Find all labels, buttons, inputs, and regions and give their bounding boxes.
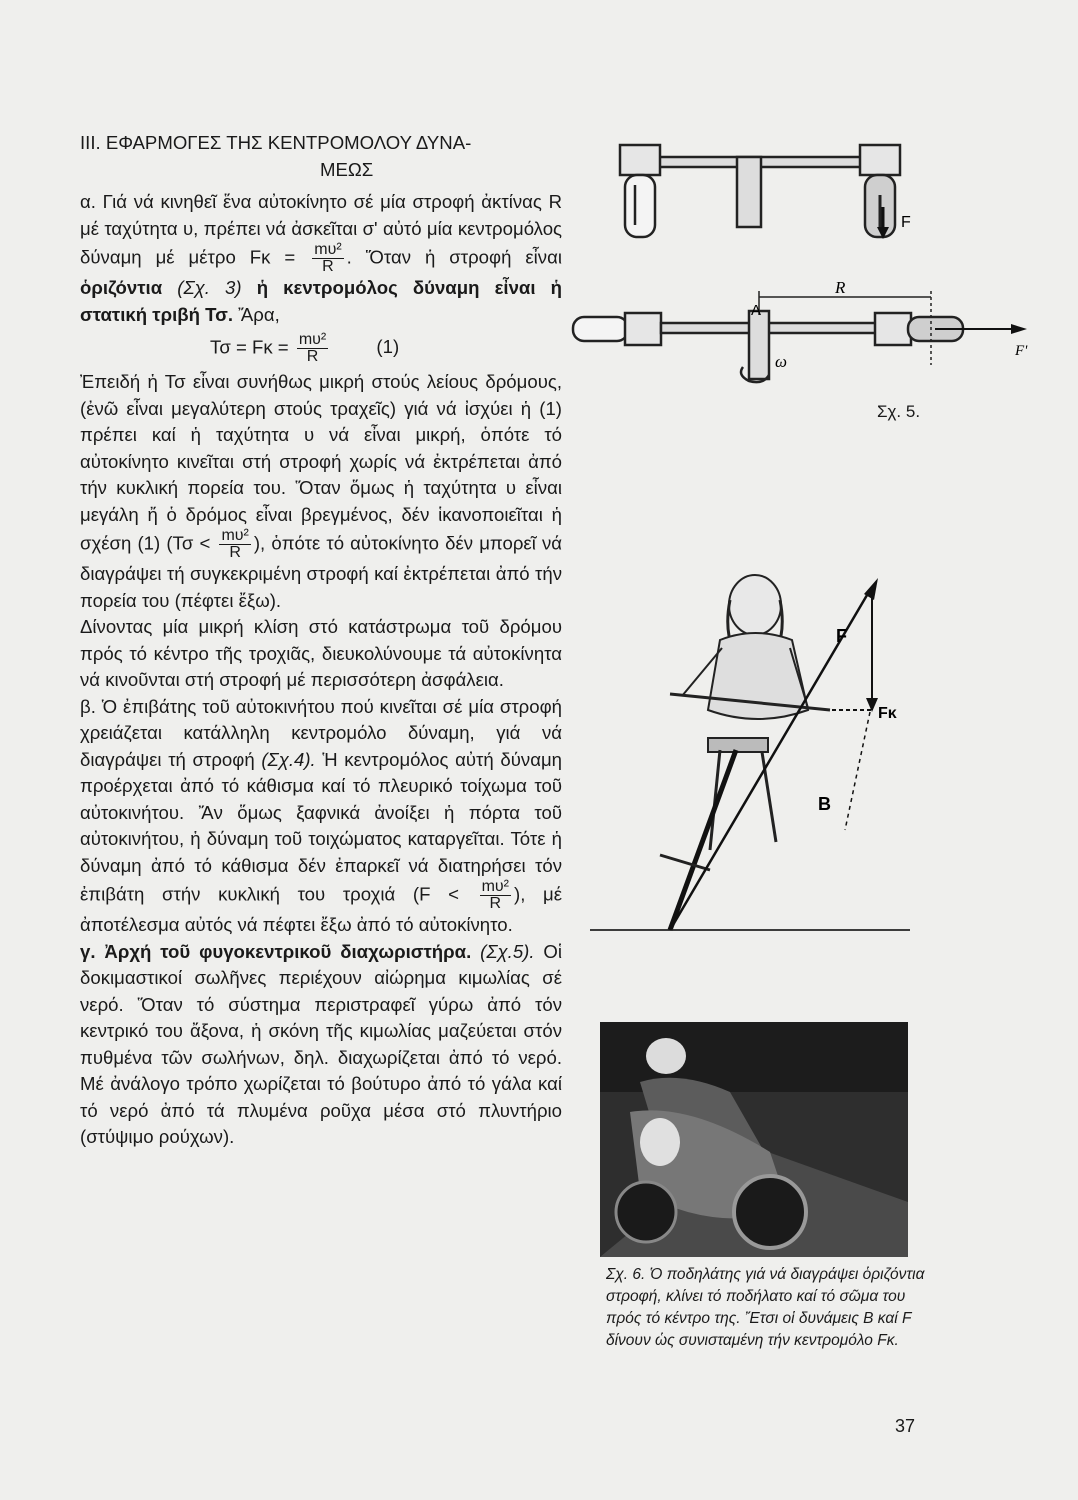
section-heading (80, 130, 562, 183)
paragraph-c: γ. Ἀρχή τοῦ φυγοκεντρικοῦ διαχωριστήρα. (Σχ.5). Οἱ δοκιμαστικοί σωλῆνες περιέχουν αἰώρημα κιμωλίας σέ νερό. Ὅταν τό σύστημα περιστραφεῖ γύρω ἀπό τόν κεντρικό του ἄξονα, ἡ σκόνη τῆς κιμωλίας μαζεύεται στόν πυθμένα τῶν σωλήνων, δηλ. διαχωρίζεται ἀπό τό νερό. Μέ ἀνάλογο τρόπο χωρίζεται τό βούτυρο ἀπό τό γάλα καί τό νερό ἀπό τά πλυμένα ροῦχα μέσα στό πλυντήριο (στύψιμο ρούχων). (80, 940, 563, 1147)
text-segment: α. Γιά νά κινηθεῖ ἕνα αὐτοκίνητο σέ μία στροφή ἀκτίνας R μέ ταχύτητα υ, πρέπει νά ἀσκεῖται σ' αὐτό μία κεντρομόλος δύναμη μέ μέτρο Fκ = (80, 191, 562, 268)
bold-term: ὁριζόντια (80, 277, 163, 298)
figure-ref: (Σχ.5). (480, 940, 535, 962)
label-A: A (751, 302, 762, 319)
motorcycle-photo (600, 1022, 908, 1257)
label-F: F (836, 626, 847, 646)
heading-line-2: ΜΕΩΣ (320, 158, 374, 180)
bold-statement: ἡ κεντρομόλος δύναμη εἶναι ἡ στατική τριβή Τσ. (80, 277, 562, 325)
paragraph-2: Ἐπειδή ἡ Τσ εἶναι συνήθως μικρή στούς λείους δρόμους, (ἐνῶ εἶναι μεγαλύτερη στούς τραχεῖς) γιά νά ἰσχύει ἡ (1) πρέπει καί ἡ ταχύτητα υ νά εἶναι μικρή, ὁπότε τό αὐτοκίνητο κινεῖται στή στροφή χωρίς νά ἐκτρέπεται ἀπό τήν κυκλική πορεία του. Ὅταν ὅμως ἡ ταχύτητα υ εἶναι μεγάλη ἤ ὁ δρόμος εἶναι βρεγμένος, δέν ἱκανοποιεῖται ἡ σχέση (1) (Τσ < $\frac{\text{mυ²}}{R}$ ), ὁπότε τό αὐτοκίνητο δέν μπορεῖ νά διαγράψει τή συγκεκριμένη στροφή καί ἐκτρέπεται ἀπό τήν πορεία του (πέφτει ἔξω). (80, 371, 563, 611)
main-text-column (80, 130, 562, 1151)
paragraph-b: β. Ὁ ἐπιβάτης τοῦ αὐτοκινήτου πού κινεῖται σέ μία στροφή χρειάζεται κατάλληλη κεντρομόλο δύναμη, γιά νά διαγράψει τή στροφή (Σχ.4). Ἡ κεντρομόλος αὐτή δύναμη προέρχεται ἀπό τό κάθισμα καί τό πλευρικό τοίχωμα τοῦ αὐτοκινήτου. Ἄν ὅμως ξαφνικά ἀνοίξει ἡ πόρτα τοῦ αὐτοκινήτου, ἡ δύναμη τοῦ τοιχώματος καταργεῖται. Τότε ἡ δύναμη ἀπό τό κάθισμα δέν ἐπαρκεῖ νά διατηρήσει τόν ἐπιβάτη στήν κυκλική του τροχιά (F < $\frac{\text{mυ²}}{R}$ ), μέ ἀποτέλεσμα αὐτός νά πέφτει ἔξω ἀπό τό αὐτοκίνητο. (80, 695, 563, 935)
equation-1: Τσ = Fκ = $\frac{\text{mυ²}}{R}$ (1) (210, 331, 400, 365)
figure-ref: (Σχ.4). (261, 748, 316, 770)
figure-5-label: Σχ. 5. (877, 402, 921, 421)
page-number: 37 (895, 1416, 916, 1436)
figure-cyclist-forces (590, 570, 910, 940)
label-R: R (835, 278, 846, 297)
label-F: F (901, 214, 911, 231)
label-omega: ω (775, 352, 788, 371)
heading-line-1: ΙΙΙ. ΕΦΑΡΜΟΓΕΣ ΤΗΣ ΚΕΝΤΡΟΜΟΛΟΥ ΔΥΝΑ- (80, 132, 472, 153)
paragraph-3: Δίνοντας μία μικρή κλίση στό κατάστρωμα τοῦ δρόμου πρός τό κέντρο τῆς τροχιᾶς, διευκολύνουμε τά αὐτοκίνητα νά κινοῦνται στή στροφή μέ περισσότερη ἀσφάλεια. (80, 616, 562, 690)
text-segment: Ἄρα, (238, 303, 280, 325)
text-segment: . Ὅταν ἡ στροφή εἶναι (346, 246, 562, 268)
figure-5-centrifuge (565, 135, 1045, 425)
bold-heading: γ. Ἀρχή τοῦ φυγοκεντρικοῦ διαχωριστήρα. (80, 940, 472, 962)
paragraph-a (80, 189, 562, 328)
fraction: $\frac{\text{mυ²}}{R}$ (314, 241, 342, 275)
figure-6-caption: Σχ. 6. Ὁ ποδηλάτης γιά νά διαγράψει ὁριζόντια στροφή, κλίνει τό ποδήλατο καί τό σῶμα του πρός τό κέντρο της. Ἔτσι οἱ δυνάμεις B καί F δίνουν ὡς συνισταμένη τήν κεντρομόλο Fκ. (606, 1266, 925, 1349)
label-B: B (818, 794, 831, 814)
label-F-prime: F' (1015, 343, 1028, 359)
label-Fk: Fκ (878, 705, 897, 722)
figure-ref: (Σχ. 3) (177, 277, 242, 298)
